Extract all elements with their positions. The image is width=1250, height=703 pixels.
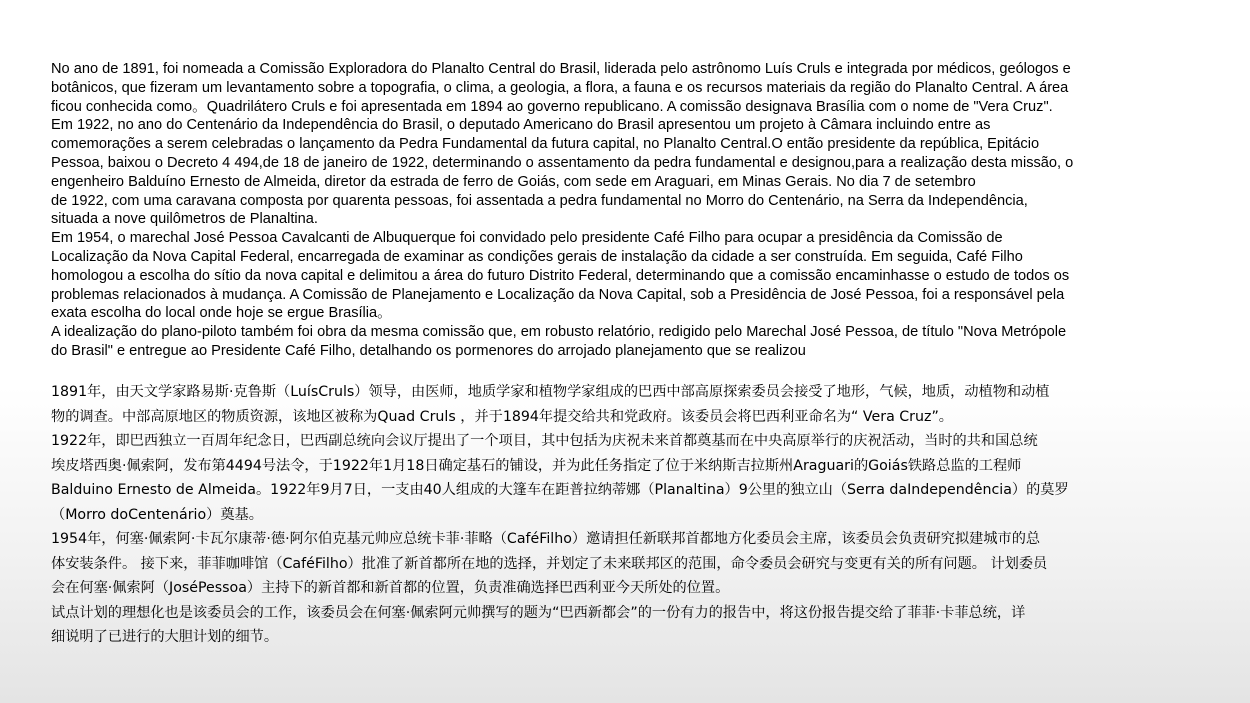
zh-text-line: 埃皮塔西奥·佩索阿，发布第4494号法令，于1922年1月18日确定基石的铺设，并为此任务指定了位于米纳斯吉拉斯州Araguari的Goiás铁路总监的工程师 [51,457,1022,474]
zh-text-line: 1891年，由天文学家路易斯·克鲁斯（LuísCruls）领导，由医师，地质学家和植物学家组成的巴西中部高原探索委员会接受了地形，气候，地质，动植物和动植 [51,384,1050,400]
pt-text-line: ficou conhecida como。Quadrilátero Cruls e foi apresentada em 1894 ao governo republicano. A comissão designava Brasília com o nome de "Vera Cruz". [51,98,1053,115]
zh-text-line: 体安装条件。 接下来，菲菲咖啡馆（CaféFilho）批准了新首都所在地的选择，并划定了未来联邦区的范围，命令委员会研究与变更有关的所有问题。 计划委员 [51,555,1048,572]
zh-text-line: 物的调查。中部高原地区的物质资源，该地区被称为Quad Cruls ，并于1894年提交给共和党政府。该委员会将巴西利亚命名为“ Vera Cruz”。 [51,408,953,425]
pt-text-line: homologou a escolha do sítio da nova capital e delimitou a área do futuro Distrito Federal, determinando que a comissão encaminhasse o estudo de todos os [51,267,1070,284]
pt-text-line: A idealização do plano-piloto também foi obra da mesma comissão que, em robusto relatório, redigido pelo Marechal José Pessoa, de título "Nova Metrópole [51,324,1067,341]
pt-text-line: comemorações a serem celebradas o lançamento da Pedra Fundamental da futura capital, no Planalto Central.O então presidente da república, Epitácio [51,136,1040,153]
zh-text-line: （Morro doCentenário）奠基。 [51,506,263,523]
pt-text-line: Em 1922, no ano do Centenário da Independência do Brasil, o deputado Americano do Brasil apresentou um projeto à Câmara incluindo entre as [51,117,991,134]
pt-text-line: Em 1954, o marechal José Pessoa Cavalcanti de Albuquerque foi convidado pelo presidente Café Filho para ocupar a presidência da Comissão de [51,230,1003,247]
pt-text-line: problemas relacionados à mudança. A Comissão de Planejamento e Localização da Nova Capital, sob a Presidência de José Pessoa, foi a responsável pela [51,286,1065,303]
zh-text-line: 1922年，即巴西独立一百周年纪念日，巴西副总统向会议厅提出了一个项目，其中包括为庆祝未来首都奠基而在中央高原举行的庆祝活动，当时的共和国总统 [51,433,1038,449]
pt-text-line: de 1922, com uma caravana composta por quarenta pessoas, foi assentada a pedra fundamental no Morro do Centenário, na Serra da Independência, [51,192,1028,209]
zh-text-line: 会在何塞·佩索阿（JoséPessoa）主持下的新首都和新首都的位置，负责准确选择巴西利亚今天所处的位置。 [51,580,730,596]
zh-text-line: 试点计划的理想化也是该委员会的工作，该委员会在何塞·佩索阿元帅撰写的题为“巴西新都会”的一份有力的报告中，将这份报告提交给了菲菲·卡菲总统，详 [51,604,1026,621]
chinese-text-block [51,380,1161,650]
pt-text-line: do Brasil" e entregue ao Presidente Café Filho, detalhando os pormenores do arrojado planejamento que se realizou [51,342,806,359]
pt-text-line: No ano de 1891, foi nomeada a Comissão Exploradora do Planalto Central do Brasil, liderada pelo astrônomo Luís Cruls e integrada por médicos, geólogos e [51,61,1071,77]
pt-text-line: botânicos, que fizeram um levantamento sobre a topografia, o clima, a geologia, a flora, a fauna e os recursos materiais da região do Planalto Central. A área [51,79,1069,96]
pt-text-line: Pessoa, baixou o Decreto 4 494,de 18 de janeiro de 1922, determinando o assentamento da pedra fundamental e designou,para a realização desta missão, o [51,154,1074,171]
pt-text-line: Localização da Nova Capital Federal, encarregada de examinar as condições gerais de instalação da cidade a ser construída. Em seguida, Café Filho [51,248,1023,265]
pt-text-line: situada a nove quilômetros de Planaltina. [51,211,318,228]
zh-text-line: 1954年，何塞·佩索阿·卡瓦尔康蒂·德·阿尔伯克基元帅应总统卡菲·菲略（CaféFilho）邀请担任新联邦首都地方化委员会主席，该委员会负责研究拟建城市的总 [51,531,1041,547]
portuguese-text-block [51,60,1161,361]
zh-text-line: 细说明了已进行的大胆计划的细节。 [51,629,279,645]
zh-text-line: Balduino Ernesto de Almeida。1922年9月7日，一支由40人组成的大篷车在距普拉纳蒂娜（Planaltina）9公里的独立山（Serra daIndependência）的莫罗 [51,482,1069,498]
pt-text-line: exata escolha do local onde hoje se ergue Brasília。 [51,305,392,322]
pt-text-line: engenheiro Balduíno Ernesto de Almeida, diretor da estrada de ferro de Goiás, com sede em Araguari, em Minas Gerais. No dia 7 de setembro [51,173,976,190]
